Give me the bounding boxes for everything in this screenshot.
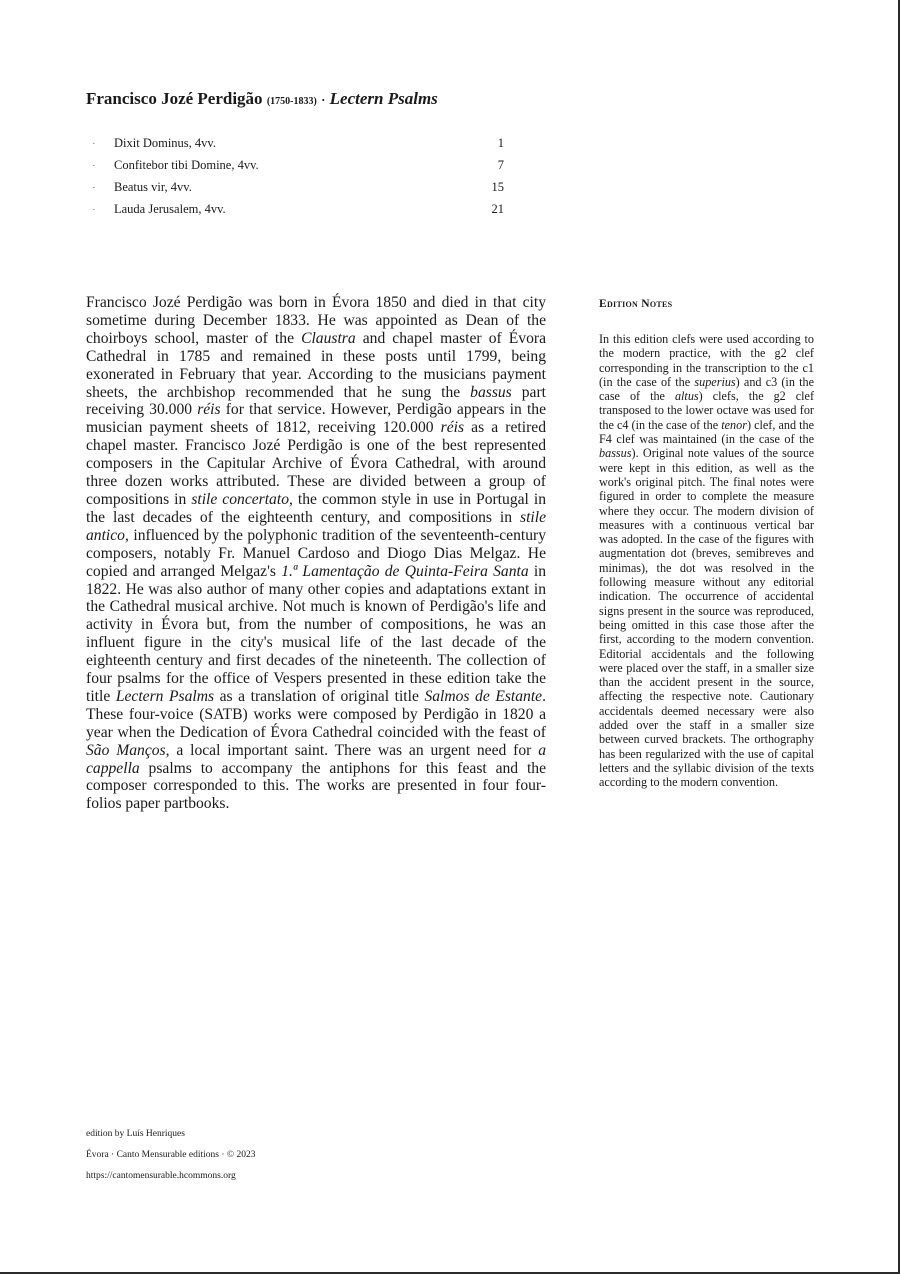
notes-text: In this edition clefs were used according to the modern practice, with the g2 clef corresponding in the transcription to the c1 (in the case of the (599, 332, 814, 389)
work-title: Lectern Psalms (329, 89, 438, 108)
bio-text: Francisco Jozé Perdigão was born in Évora 1850 and died in that city sometime during December 1833. He was appointed as Dean of the choirboys school, master of the (86, 294, 546, 347)
notes-text: ). Original note values of the source were kept in this edition, as well as the work's original pitch. The final notes were figured in order to complete the measure where they occur. The modern division of measures with a continuous vertical bar was adopted. In the case of the figures with augmentation dot (breves, semibreves and minimas), the dot was resolved in the following measure without any editorial indication. The occurrence of accidental signs present in the source was reproduced, being omitted in this case those after the first, according to the modern convention. Editorial accidentals and the following were placed over the staff, in a smaller size than the accident present in the source, affecting the respective note. Cautionary accidentals deemed necessary were also added over the staff in a smaller size between curved brackets. The orthography has been regularized with the use of capital letters and the syllabic division of the texts according to the modern convention. (599, 446, 814, 790)
footer-url[interactable]: https://cantomensurable.hcommons.org (86, 1171, 236, 1181)
bio-italic-text: Claustra (301, 329, 356, 347)
bio-text: , influenced by the polyphonic tradition of the seventeenth-century composers, notably Fr. Manuel Cardoso and Diogo Dias Melgaz. He copied and arranged Melgaz's (86, 526, 546, 580)
bio-italic-text: 1.ª Lamentação de Quinta-Feira Santa (281, 562, 529, 580)
page-footer (86, 1124, 255, 1187)
bio-text: , the common style in use in Portugal in the last decades of the eighteenth century, and compositions in (86, 490, 546, 526)
footer-publisher: Évora · Canto Mensurable editions · © 2023 (86, 1150, 256, 1160)
bio-italic-text: São Manços (86, 741, 166, 759)
bio-text: psalms to accompany the antiphons for this feast and the composer corresponded to this. The works are presented in four four-folios paper partbooks. (86, 759, 546, 813)
bullet-icon: · (92, 160, 96, 172)
toc-item[interactable] (92, 136, 504, 158)
bio-italic-text: stile antico (86, 508, 546, 544)
edition-notes-heading: Edition Notes (599, 298, 673, 310)
bio-text: for that service. However, Perdigão appears in the musician payment sheets of 1812, receiving 120.000 (86, 401, 546, 437)
table-of-contents (92, 136, 504, 224)
toc-item-page: 21 (491, 202, 504, 216)
biography-paragraph (86, 294, 546, 813)
bullet-icon: · (92, 182, 96, 194)
toc-item[interactable] (92, 180, 504, 202)
notes-italic-text: altus (674, 389, 699, 404)
title-separator: · (321, 92, 326, 107)
bio-text: . These four-voice (SATB) works were composed by Perdigão in 1820 a year when the Dedication of Évora Cathedral coincided with the feast of (86, 687, 546, 741)
toc-item[interactable] (92, 202, 504, 224)
toc-item-title: Confitebor tibi Domine, 4vv. (114, 158, 259, 172)
composer-name: Francisco Jozé Perdigão (86, 89, 263, 108)
bio-text: part receiving 30.000 (86, 383, 546, 419)
bio-italic-text: réis (440, 419, 465, 437)
notes-italic-text: tenor (721, 417, 747, 432)
bullet-icon: · (92, 204, 96, 216)
footer-editor: edition by Luís Henriques (86, 1129, 185, 1139)
bio-italic-text: Salmos de Estante (424, 687, 543, 705)
toc-item-title: Dixit Dominus, 4vv. (114, 136, 216, 150)
toc-item-title: Beatus vir, 4vv. (114, 180, 192, 194)
bio-text: as a retired chapel master. Francisco Jozé Perdigão is one of the best represented composers in the Capitular Archive of Évora Cathedral, with around three dozen works attributed. These are divided between a group of compositions in (86, 419, 547, 508)
bio-text: in 1822. He was also author of many other copies and adaptations extant in the Cathedral musical archive. Not much is known of Perdigão's life and activity in Évora but, from the number of compositions, he was an influent figure in the city's musical life of the last decade of the eighteenth century and first decades of the nineteenth. The collection of four psalms for the office of Vespers presented in these edition take the title (86, 562, 547, 705)
toc-item-page: 1 (497, 136, 504, 150)
bio-italic-text: Lectern Psalms (115, 687, 215, 705)
toc-item-title: Lauda Jerusalem, 4vv. (114, 202, 226, 216)
composer-dates: (1750-1833) (266, 96, 317, 107)
notes-text: ) clefs, the g2 clef transposed to the lower octave was used for the c4 (in the case of the (599, 389, 815, 432)
bio-italic-text: réis (197, 401, 221, 419)
toc-item-page: 7 (497, 158, 504, 172)
bio-text: and chapel master of Évora Cathedral in 1785 and remained in these posts until 1799, being exonerated in February that year. According to the musicians payment sheets, the archbishop recommended that he sung the (86, 329, 546, 401)
notes-italic-text: superius (694, 374, 736, 389)
bio-italic-text: stile concertato (191, 490, 289, 508)
bio-italic-text: bassus (470, 383, 512, 401)
bio-text: , a local important saint. There was an urgent need for (165, 741, 539, 759)
notes-italic-text: bassus (599, 446, 632, 461)
bio-italic-text: a cappella (86, 741, 546, 777)
notes-text: ) clef, and the F4 clef was maintained (in the case of the (599, 417, 814, 447)
bio-text: as a translation of original title (214, 687, 425, 705)
edition-notes-paragraph (599, 332, 814, 790)
notes-text: ) and c3 (in the case of the (599, 374, 814, 404)
toc-item[interactable] (92, 158, 504, 180)
page-title (86, 89, 438, 109)
bullet-icon: · (92, 138, 96, 150)
toc-item-page: 15 (491, 180, 504, 194)
